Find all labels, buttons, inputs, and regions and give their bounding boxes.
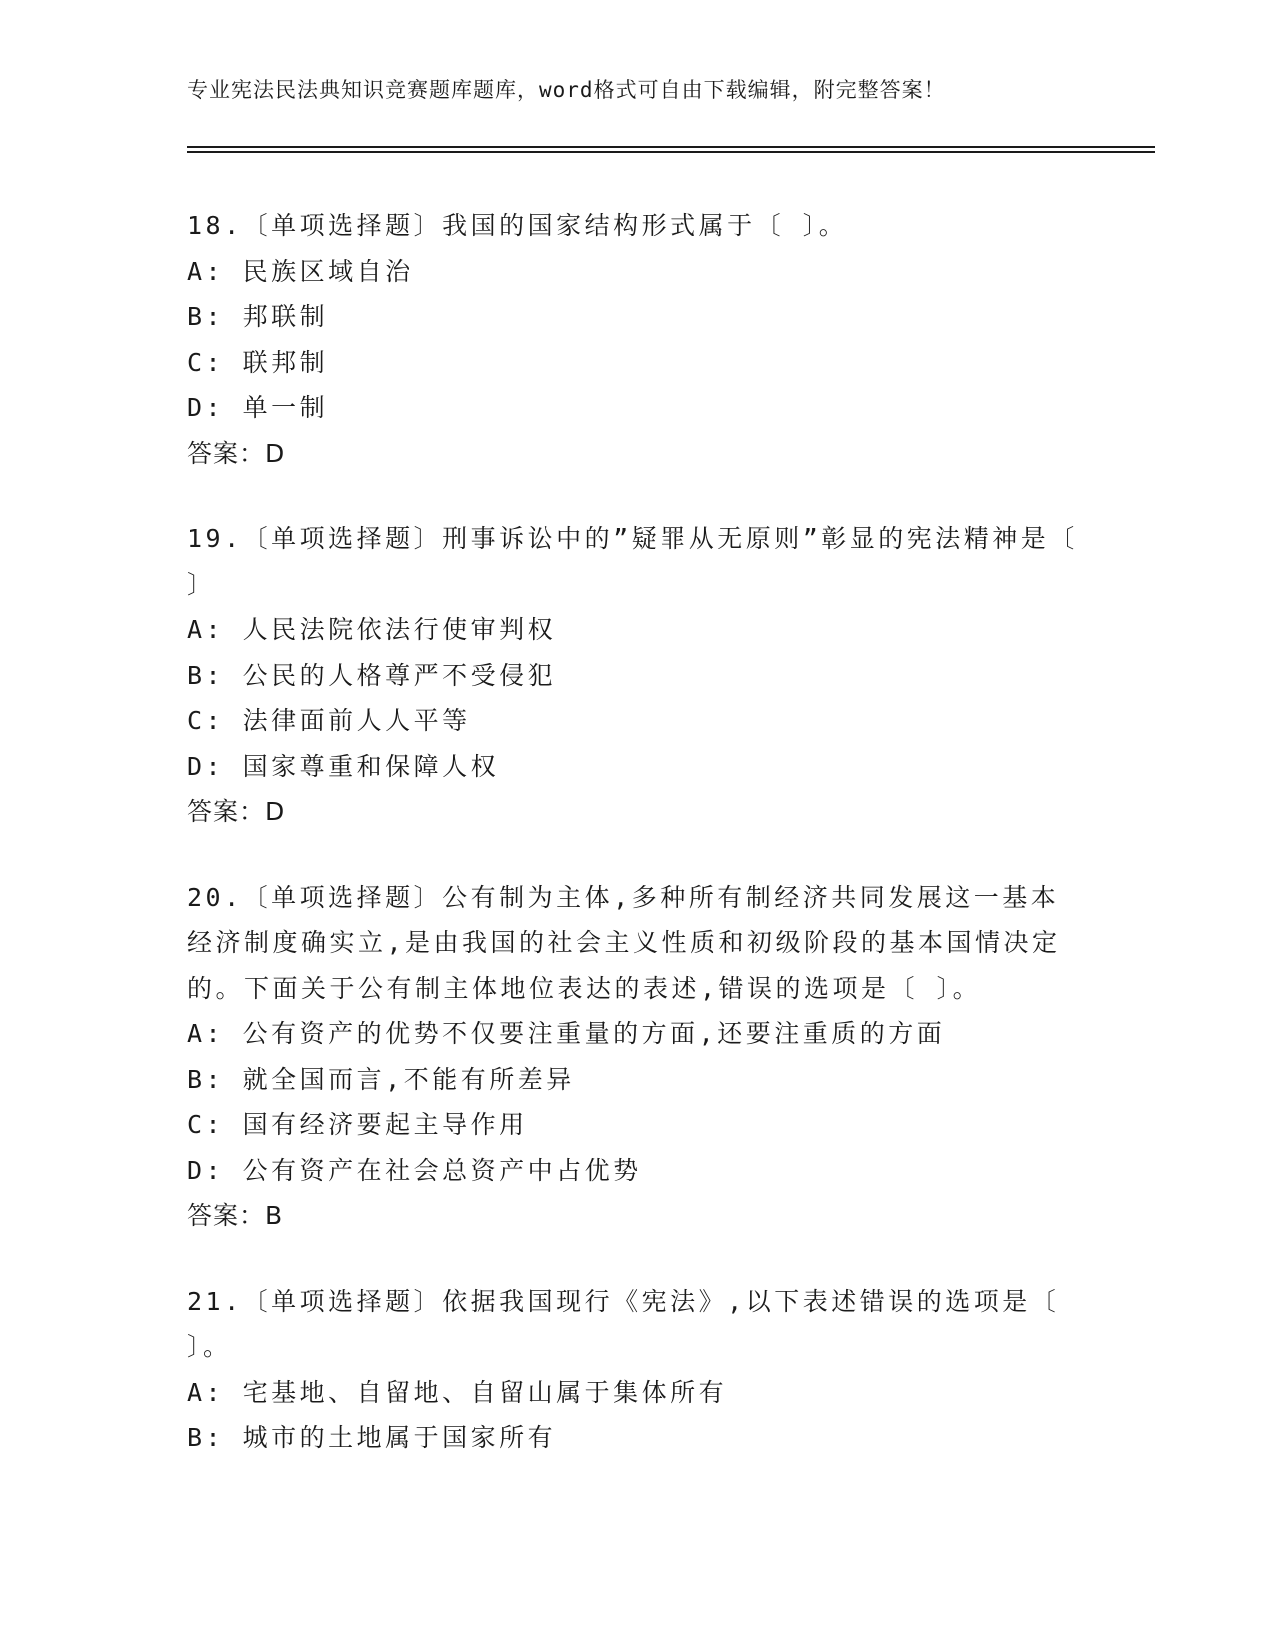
header-divider-bottom (187, 151, 1155, 153)
question-stem: 21.〔单项选择题〕依据我国现行《宪法》,以下表述错误的选项是〔 〕。 (187, 1286, 1078, 1361)
option-a: A: 人民法院依法行使审判权 (187, 615, 557, 644)
question-20 (187, 875, 1087, 1239)
option-d: D: 国家尊重和保障人权 (187, 751, 500, 781)
question-19 (187, 516, 1097, 835)
answer: 答案：D (187, 797, 286, 826)
answer: 答案：B (187, 1201, 284, 1230)
option-b: B: 就全国而言,不能有所差异 (187, 1064, 575, 1094)
option-b: B: 邦联制 (187, 302, 329, 331)
answer: 答案：D (187, 438, 286, 468)
option-a: A: 宅基地、自留地、自留山属于集体所有 (187, 1377, 728, 1407)
question-list (187, 203, 1097, 1501)
question-18 (187, 203, 1087, 476)
option-a: A: 公有资产的优势不仅要注重量的方面,还要注重质的方面 (187, 1019, 946, 1048)
option-c: C: 法律面前人人平等 (187, 706, 471, 735)
question-stem: 18.〔单项选择题〕我国的国家结构形式属于〔 〕。 (187, 211, 848, 240)
option-a: A: 民族区域自治 (187, 256, 414, 286)
question-stem: 20.〔单项选择题〕公有制为主体,多种所有制经济共同发展这一基本经济制度确实立,是由我国的社会主义性质和初级阶段的基本国情决定的。下面关于公有制主体地位表达的表述,错误的选项是〔 〕。 (187, 882, 1061, 1003)
option-c: C: 联邦制 (187, 347, 329, 377)
question-21 (187, 1279, 1087, 1461)
option-b: B: 城市的土地属于国家所有 (187, 1423, 557, 1452)
header-divider-top (187, 146, 1155, 148)
option-c: C: 国有经济要起主导作用 (187, 1110, 528, 1139)
option-d: D: 单一制 (187, 393, 329, 422)
option-b: B: 公民的人格尊严不受侵犯 (187, 660, 557, 690)
question-stem: 19.〔单项选择题〕刑事诉讼中的”疑罪从无原则”彰显的宪法精神是〔 〕 (187, 524, 1097, 599)
option-d: D: 公有资产在社会总资产中占优势 (187, 1155, 642, 1185)
document-header: 专业宪法民法典知识竞赛题库题库，word格式可自由下载编辑，附完整答案！ (187, 78, 946, 102)
